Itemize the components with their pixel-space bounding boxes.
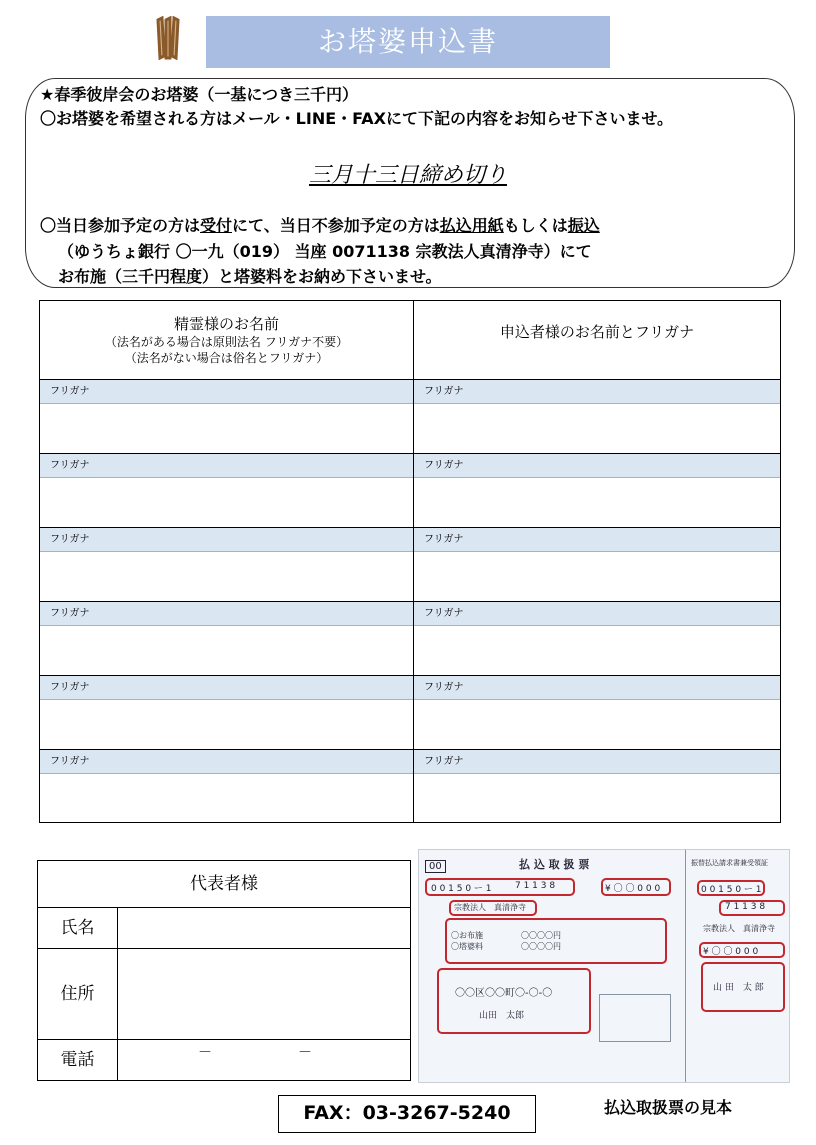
notice-line-2: 〇お塔婆を希望される方はメール・LINE・FAXにて下記の内容をお知らせ下さいませ。	[40, 109, 674, 128]
notice-line-4f: 振込	[567, 216, 600, 235]
representative-table	[37, 860, 411, 1081]
notice-line-5: （ゆうちょ銀行 〇一九（019） 当座 0071138 宗教法人真清浄寺）にて	[58, 242, 592, 261]
notice-line-1: ★春季彼岸会のお塔婆（一基につき三千円）	[40, 85, 359, 104]
slip-stub-sender: 山 田 太 郎	[713, 983, 764, 993]
slip-address: 〇〇区〇〇町〇-〇-〇	[455, 988, 553, 999]
slip-item-2: 〇塔婆料	[451, 942, 483, 951]
slip-item-1-amount: 〇〇〇〇円	[521, 931, 561, 940]
slip-item-1: 〇お布施	[451, 931, 483, 940]
furigana-label: フリガナ	[40, 528, 413, 552]
notice-line-4b: 受付	[200, 216, 233, 235]
furigana-label: フリガナ	[40, 750, 413, 774]
slip-divider	[685, 850, 686, 1082]
table-row	[40, 379, 780, 454]
notice-line-4d: 払込用紙	[439, 216, 504, 235]
address-label: 住所	[38, 949, 118, 1039]
table-row	[40, 527, 780, 602]
column-divider	[413, 301, 414, 822]
col1-note-2: （法名がない場合は俗名とフリガナ）	[124, 351, 329, 365]
notice-line-4a: 〇当日参加予定の方は	[40, 216, 201, 235]
slip-stub-payee: 宗教法人 真清浄寺	[703, 924, 775, 933]
slip-stub-account: 0 0 1 5 0 ー 1	[701, 885, 762, 895]
slip-sender: 山田 太郎	[479, 1011, 525, 1021]
slip-stub-title: 振替払込請求書兼受領証	[691, 859, 768, 867]
slip-box-number: 00	[425, 860, 446, 873]
name-label: 氏名	[38, 908, 118, 948]
notice-line-6: お布施（三千円程度）と塔婆料をお納め下さいませ。	[58, 267, 442, 286]
notice-line-4e: もしくは	[503, 216, 568, 235]
application-table	[39, 300, 781, 823]
slip-caption: 払込取扱票の見本	[604, 1098, 733, 1117]
furigana-label: フリガナ	[40, 380, 413, 404]
notice-line-4	[40, 213, 600, 236]
furigana-label: フリガナ	[414, 454, 780, 478]
slip-amount: ¥ 〇 〇 0 0 0	[605, 884, 661, 894]
furigana-label: フリガナ	[414, 676, 780, 700]
slip-title: 払 込 取 扱 票	[519, 858, 590, 871]
slip-payee: 宗教法人 真清浄寺	[454, 903, 526, 912]
col2-title: 申込者様のお名前とフリガナ	[499, 323, 695, 341]
table-row	[40, 601, 780, 676]
deadline-text: 三月十三日締め切り	[308, 163, 507, 188]
col1-title: 精霊様のお名前	[173, 315, 279, 333]
slip-item-2-amount: 〇〇〇〇円	[521, 942, 561, 951]
furigana-label: フリガナ	[40, 454, 413, 478]
phone-separator: －	[198, 1045, 212, 1061]
slip-account: 0 0 1 5 0 ー 1	[431, 884, 492, 894]
col1-note-1: （法名がある場合は原則法名 フリガナ不要）	[104, 335, 349, 349]
furigana-label: フリガナ	[414, 528, 780, 552]
furigana-label: フリガナ	[40, 676, 413, 700]
tower-sticks-icon	[152, 16, 184, 60]
table-row	[40, 749, 780, 824]
representative-header: 代表者様	[38, 861, 410, 908]
fax-number: FAX：03-3267-5240	[278, 1095, 536, 1133]
slip-account-no: 7 1 1 3 8	[515, 881, 556, 891]
phone-label: 電話	[38, 1040, 118, 1080]
furigana-label: フリガナ	[414, 750, 780, 774]
col1-header	[40, 301, 413, 379]
slip-stub-account-no: 7 1 1 3 8	[725, 902, 766, 912]
page-title: お塔婆申込書	[206, 16, 610, 68]
phone-separator: －	[298, 1045, 312, 1061]
slip-stub-amount: ¥ 〇 〇 0 0 0	[703, 947, 759, 957]
furigana-label: フリガナ	[414, 602, 780, 626]
slip-stamp-area	[599, 994, 671, 1042]
furigana-label: フリガナ	[40, 602, 413, 626]
furigana-label: フリガナ	[414, 380, 780, 404]
col2-header	[414, 301, 780, 379]
slip-sender-box	[437, 968, 591, 1034]
notice-line-4c: にて、当日不参加予定の方は	[232, 216, 440, 235]
payment-slip-sample	[418, 849, 790, 1083]
table-row	[40, 675, 780, 750]
table-row	[40, 453, 780, 528]
